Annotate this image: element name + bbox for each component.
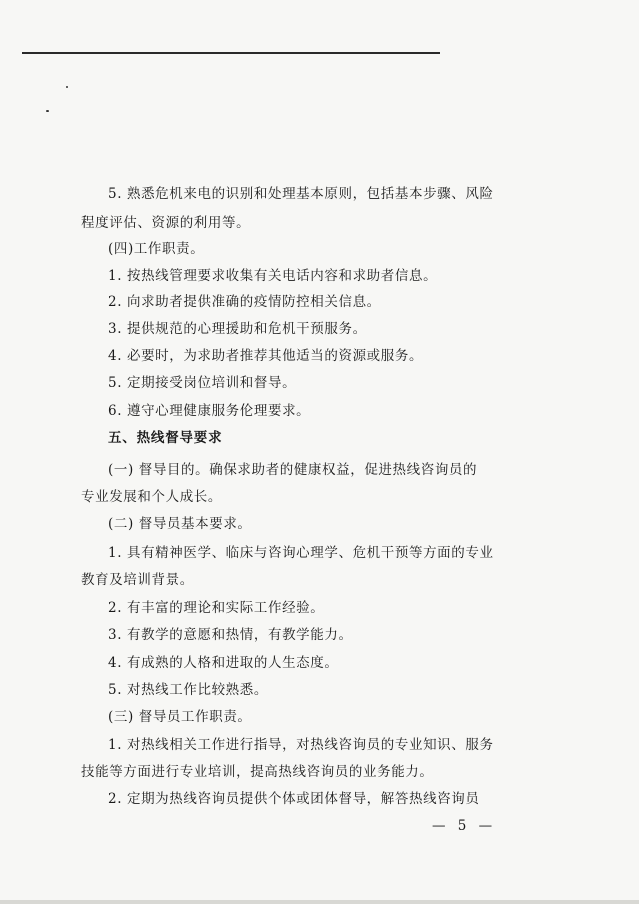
- page-number: — 5 —: [432, 818, 497, 834]
- text-line: 1. 对热线相关工作进行指导，对热线咨询员的专业知识、服务: [108, 737, 494, 753]
- section-heading: (三) 督导员工作职责。: [108, 709, 252, 725]
- text-line: 教育及培训背景。: [81, 572, 194, 588]
- text-line: 技能等方面进行专业培训，提高热线咨询员的业务能力。: [81, 764, 434, 780]
- text-line: 5. 定期接受岗位培训和督导。: [108, 375, 297, 391]
- text-line: 2. 定期为热线咨询员提供个体或团体督导，解答热线咨询员: [108, 791, 480, 807]
- text-line: (一) 督导目的。确保求助者的健康权益，促进热线咨询员的: [108, 462, 478, 478]
- text-line: 1. 具有精神医学、临床与咨询心理学、危机干预等方面的专业: [108, 545, 494, 561]
- section-heading: (四)工作职责。: [108, 241, 205, 257]
- scan-bottom-edge: [0, 900, 639, 904]
- scan-speck: [46, 110, 49, 112]
- text-line: 专业发展和个人成长。: [81, 489, 222, 505]
- scan-speck: [66, 86, 68, 88]
- text-line: 1. 按热线管理要求收集有关电话内容和求助者信息。: [108, 268, 438, 284]
- text-line: 5. 对热线工作比较熟悉。: [108, 682, 268, 698]
- text-line: 6. 遵守心理健康服务伦理要求。: [108, 403, 311, 419]
- text-line: 3. 有教学的意愿和热情，有教学能力。: [108, 627, 353, 643]
- top-rule: [22, 52, 440, 54]
- text-line: 4. 有成熟的人格和进取的人生态度。: [108, 655, 339, 671]
- chapter-heading: 五、热线督导要求: [108, 430, 223, 446]
- text-line: 2. 有丰富的理论和实际工作经验。: [108, 600, 325, 616]
- text-line: 程度评估、资源的利用等。: [81, 215, 251, 231]
- text-line: 5. 熟悉危机来电的识别和处理基本原则，包括基本步骤、风险: [108, 186, 494, 202]
- text-line: 4. 必要时，为求助者推荐其他适当的资源或服务。: [108, 348, 424, 364]
- section-heading: (二) 督导员基本要求。: [108, 516, 252, 532]
- text-line: 3. 提供规范的心理援助和危机干预服务。: [108, 321, 367, 337]
- text-line: 2. 向求助者提供准确的疫情防控相关信息。: [108, 294, 381, 310]
